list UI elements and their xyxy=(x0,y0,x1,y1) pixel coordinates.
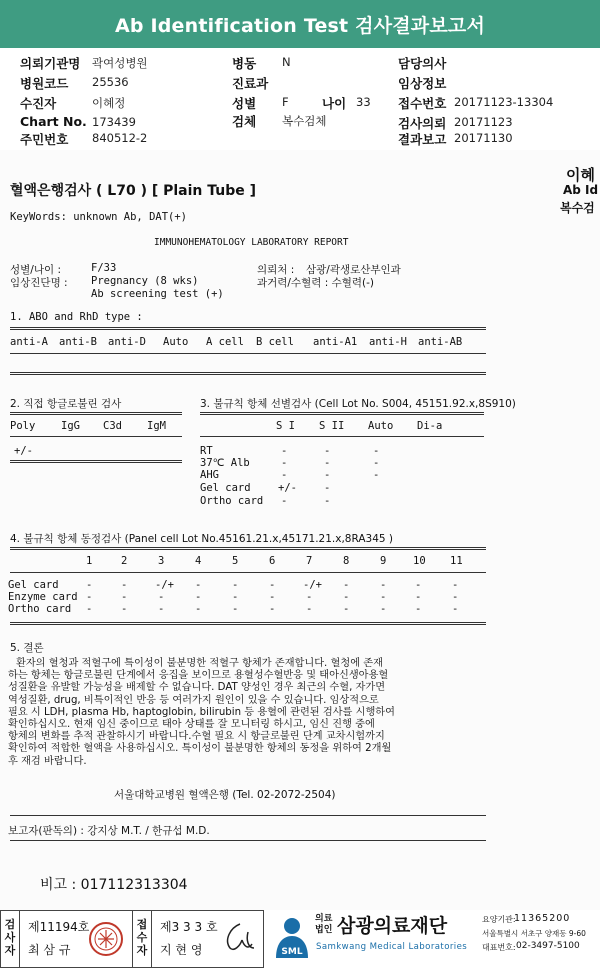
report-label: 결과보고 xyxy=(398,132,447,147)
panel-cell: - xyxy=(343,591,350,603)
panel-cell: - xyxy=(269,591,276,603)
screen-cell: - xyxy=(324,469,331,481)
request-label: 검사의뢰 xyxy=(398,116,447,131)
dat-col-1: Poly xyxy=(10,420,36,432)
panel-cell: - xyxy=(380,603,387,615)
sexage-label: 성별/나이 : xyxy=(10,264,61,276)
panel-cell: - xyxy=(452,591,459,603)
patient-value: 이혜정 xyxy=(92,96,126,110)
rule xyxy=(200,412,484,415)
phone: 02-3497-5100 xyxy=(516,941,580,951)
rule xyxy=(10,436,182,437)
report-value: 20171130 xyxy=(454,131,513,145)
note: 비고 : 017112313304 xyxy=(40,877,188,893)
panel-cell: - xyxy=(158,591,165,603)
scan-heading: 혈액은행검사 ( L70 ) [ Plain Tube ] xyxy=(10,183,257,199)
panel-cell: - xyxy=(415,603,422,615)
specimen-value: 복수검체 xyxy=(282,114,327,128)
panel-col: 9 xyxy=(380,555,387,567)
clinical-label: 임상정보 xyxy=(398,76,447,91)
hospital-value: 곽여성병원 xyxy=(92,56,148,70)
screen-cell: - xyxy=(324,445,331,457)
org-address: 서울특별시 서초구 양재동 9-60 xyxy=(482,929,586,938)
abo-col-6: B cell xyxy=(256,336,294,348)
abo-col-1: anti-A xyxy=(10,336,48,348)
panel-cell: - xyxy=(121,603,128,615)
panel-col: 7 xyxy=(306,555,313,567)
refer-value: 삼광/곽생로산부인과 xyxy=(306,264,401,276)
keywords: KeyWords: unknown Ab, DAT(+) xyxy=(10,211,188,223)
section-conclusion-title: 5. 결론 xyxy=(10,642,44,654)
panel-col: 4 xyxy=(195,555,202,567)
screen-cell: - xyxy=(281,457,288,469)
conclusion-line: 확인하여 적합한 혈액을 사용하십시오. 특이성이 불분명한 항체의 동정을 위하여 2개월 xyxy=(8,743,392,755)
age-label: 나이 xyxy=(322,96,347,111)
screen-cell: - xyxy=(281,469,288,481)
panel-cell: - xyxy=(380,579,387,591)
panel-cell: - xyxy=(232,591,239,603)
rrn-value: 840512-2 xyxy=(92,131,148,145)
conclusion-line: 항체의 변화를 추적 관찰하시기 바랍니다.수혈 필요 시 항글로불린 단계 교차시험까지 xyxy=(8,731,385,743)
section-dat-title: 2. 직접 항글로불린 검사 xyxy=(10,398,122,410)
panel-cell: - xyxy=(415,579,422,591)
rule xyxy=(10,460,182,463)
tester-name: 최 삼 규 xyxy=(28,943,71,957)
panel-row-gel: Gel card xyxy=(8,579,59,591)
patient-label: 수진자 xyxy=(20,96,57,111)
panel-cell: - xyxy=(232,603,239,615)
conclusion-line: 확인하십시오. 현재 임신 중이므로 태아 상태를 잘 모니터링 하시고, 임신 진행 중에 xyxy=(8,719,375,731)
screen-cell: - xyxy=(373,457,380,469)
screen-cell: - xyxy=(373,469,380,481)
code-value: 25536 xyxy=(92,75,129,89)
panel-cell: - xyxy=(343,579,350,591)
reception-signature-icon xyxy=(218,918,258,958)
conclusion-line: 후 재검 바랍니다. xyxy=(8,755,87,767)
corp-label-2: 법인 xyxy=(315,925,333,935)
panel-cell: - xyxy=(306,603,313,615)
panel-cell: - xyxy=(86,579,93,591)
panel-cell: - xyxy=(269,579,276,591)
patient-info xyxy=(0,48,600,149)
tester-label: 검사자 xyxy=(4,918,16,957)
panel-cell: - xyxy=(121,579,128,591)
reception-name: 지 현 영 xyxy=(160,943,203,957)
section-abo-title: 1. ABO and RhD type : xyxy=(10,311,143,323)
code-label: 병원코드 xyxy=(20,76,69,91)
edge-ab: Ab Id xyxy=(563,183,599,197)
panel-col: 8 xyxy=(343,555,350,567)
panel-cell: - xyxy=(195,579,202,591)
org-name: 삼광의료재단 xyxy=(337,915,448,937)
footer xyxy=(0,908,600,970)
screen-col-1: S I xyxy=(276,420,295,432)
screen-col-3: Auto xyxy=(368,420,394,432)
conclusion-line: 필요 시 LDH, plasma Hb, haptoglobin, bilirubin 등 용혈에 관련된 검사를 시행하여 xyxy=(8,706,395,718)
panel-cell: - xyxy=(343,603,350,615)
conclusion-line: 성질환을 유발할 가능성을 배제할 수 없습니다. DAT 양성인 경우 최근의 수혈, 자가면 xyxy=(8,682,386,694)
abo-col-8: anti-H xyxy=(369,336,407,348)
panel-cell: - xyxy=(158,603,165,615)
screen-cell: - xyxy=(324,457,331,469)
scanned-report xyxy=(0,150,600,910)
sex-value: F xyxy=(282,95,289,109)
panel-cell: - xyxy=(232,579,239,591)
screen-row-gel: Gel card xyxy=(200,482,251,494)
dat-col-4: IgM xyxy=(147,420,166,432)
conclusion-line: 역성질환, drug, 비특이적인 반응 등 여러가지 원인이 있을 수 있습니다. 임상적으로 xyxy=(8,694,379,706)
panel-row-enzyme: Enzyme card xyxy=(8,591,78,603)
reception-license: 제3 3 3 호 xyxy=(160,920,218,934)
section-panel-title: 4. 불규칙 항체 동정검사 (Panel cell Lot No.45161.21.x,45171.21.x,8RA345 ) xyxy=(10,533,393,545)
ward-label: 병동 xyxy=(232,56,257,71)
dept-label: 진료과 xyxy=(232,76,269,91)
phone-label: 대표번호: xyxy=(482,943,516,952)
panel-cell: - xyxy=(86,591,93,603)
edge-name: 이혜 xyxy=(566,166,595,184)
panel-col: 11 xyxy=(450,555,463,567)
panel-cell: - xyxy=(195,591,202,603)
rule xyxy=(10,815,486,816)
panel-cell: - xyxy=(121,591,128,603)
screen-col-4: Di-a xyxy=(417,420,443,432)
screen-cell: - xyxy=(281,495,288,507)
screen-cell: - xyxy=(281,445,288,457)
panel-cell: - xyxy=(452,579,459,591)
panel-cell: - xyxy=(415,591,422,603)
corp-label-1: 의료 xyxy=(315,914,333,924)
refer-label: 의뢰처 : xyxy=(257,264,295,276)
abo-col-3: anti-D xyxy=(108,336,146,348)
hospital-label: 의뢰기관명 xyxy=(20,56,81,71)
rule xyxy=(10,547,486,550)
screen-col-2: S II xyxy=(319,420,345,432)
rule xyxy=(10,372,486,375)
reporter: 보고자(판독의) : 강지상 M.T. / 한규섭 M.D. xyxy=(8,825,210,837)
tester-license: 제11194호 xyxy=(28,920,90,934)
screen-row-alb: 37℃ Alb xyxy=(200,457,250,469)
panel-col: 6 xyxy=(269,555,276,567)
screen-cell: - xyxy=(324,495,331,507)
dat-col-2: IgG xyxy=(61,420,80,432)
doctor-label: 담당의사 xyxy=(398,56,447,71)
rule xyxy=(10,412,182,415)
screen-row-ortho: Ortho card xyxy=(200,495,264,507)
request-value: 20171123 xyxy=(454,115,513,129)
panel-cell: - xyxy=(452,603,459,615)
dat-result: +/- xyxy=(14,445,33,457)
receipt-label: 접수번호 xyxy=(398,96,447,111)
rule xyxy=(10,327,486,330)
tester-seal-icon xyxy=(88,918,124,960)
transfusion: 과거력/수혈력 : 수혈력(-) xyxy=(257,277,375,289)
panel-cell: - xyxy=(380,591,387,603)
abo-col-4: Auto xyxy=(163,336,189,348)
abo-col-2: anti-B xyxy=(59,336,97,348)
sml-logo-icon xyxy=(270,912,314,964)
org-code-label: 요양기관: xyxy=(482,915,516,924)
screen-cell: +/- xyxy=(278,482,297,494)
org-code: 11365200 xyxy=(514,913,571,924)
receipt-value: 20171123-13304 xyxy=(454,95,554,109)
issuer: 서울대학교병원 혈액은행 (Tel. 02-2072-2504) xyxy=(114,789,336,801)
panel-col: 10 xyxy=(413,555,426,567)
chart-label: Chart No. xyxy=(20,114,87,129)
rrn-label: 주민번호 xyxy=(20,132,69,147)
conclusion-text xyxy=(8,658,395,768)
screen-row-ahg: AHG xyxy=(200,469,219,481)
sexage-value: F/33 xyxy=(91,262,117,274)
rule xyxy=(10,840,486,841)
age-value: 33 xyxy=(356,95,371,109)
abo-col-9: anti-AB xyxy=(418,336,463,348)
panel-cell: - xyxy=(86,603,93,615)
panel-cell: -/+ xyxy=(303,579,322,591)
diag-line-2: Ab screening test (+) xyxy=(91,288,224,300)
reception-label: 접수자 xyxy=(136,918,148,957)
conclusion-line: 환자의 혈청과 적혈구에 특이성이 불분명한 적혈구 항체가 존재합니다. 혈청에 존재 xyxy=(16,658,383,669)
abo-col-5: A cell xyxy=(206,336,244,348)
screen-cell: - xyxy=(373,445,380,457)
panel-col: 2 xyxy=(121,555,128,567)
screen-row-rt: RT xyxy=(200,445,213,457)
sml-mark: SML xyxy=(281,947,303,957)
diag-label: 임상진단명 : xyxy=(10,277,68,289)
sex-label: 성별 xyxy=(232,96,257,111)
panel-cell: - xyxy=(269,603,276,615)
rule xyxy=(10,353,486,354)
rule xyxy=(200,436,484,437)
chart-value: 173439 xyxy=(92,115,136,129)
panel-col: 5 xyxy=(232,555,239,567)
report-title: Ab Identification Test 검사결과보고서 xyxy=(0,0,600,48)
rule xyxy=(10,572,486,573)
screen-cell: - xyxy=(324,482,331,494)
rule xyxy=(10,622,486,625)
ward-value: N xyxy=(282,55,291,69)
section-screen-title: 3. 불규칙 항체 선별검사 (Cell Lot No. S004, 45151.92.x,8S910) xyxy=(200,398,516,410)
panel-cell: - xyxy=(195,603,202,615)
diag-line-1: Pregnancy (8 wks) xyxy=(91,275,199,287)
conclusion-line: 하는 항체는 항글로불린 단계에서 응집을 보이므로 용혈성수혈반응 및 태아신생아용혈 xyxy=(8,670,389,682)
panel-cell: - xyxy=(306,591,313,603)
panel-row-ortho: Ortho card xyxy=(8,603,72,615)
org-english: Samkwang Medical Laboratories xyxy=(316,942,468,952)
dat-col-3: C3d xyxy=(103,420,122,432)
panel-col: 1 xyxy=(86,555,93,567)
lab-title: IMMUNOHEMATOLOGY LABORATORY REPORT xyxy=(154,237,349,248)
specimen-label: 검체 xyxy=(232,114,257,129)
panel-col: 3 xyxy=(158,555,165,567)
panel-cell: -/+ xyxy=(155,579,174,591)
edge-specimen: 복수검 xyxy=(560,201,595,215)
abo-col-7: anti-A1 xyxy=(313,336,358,348)
